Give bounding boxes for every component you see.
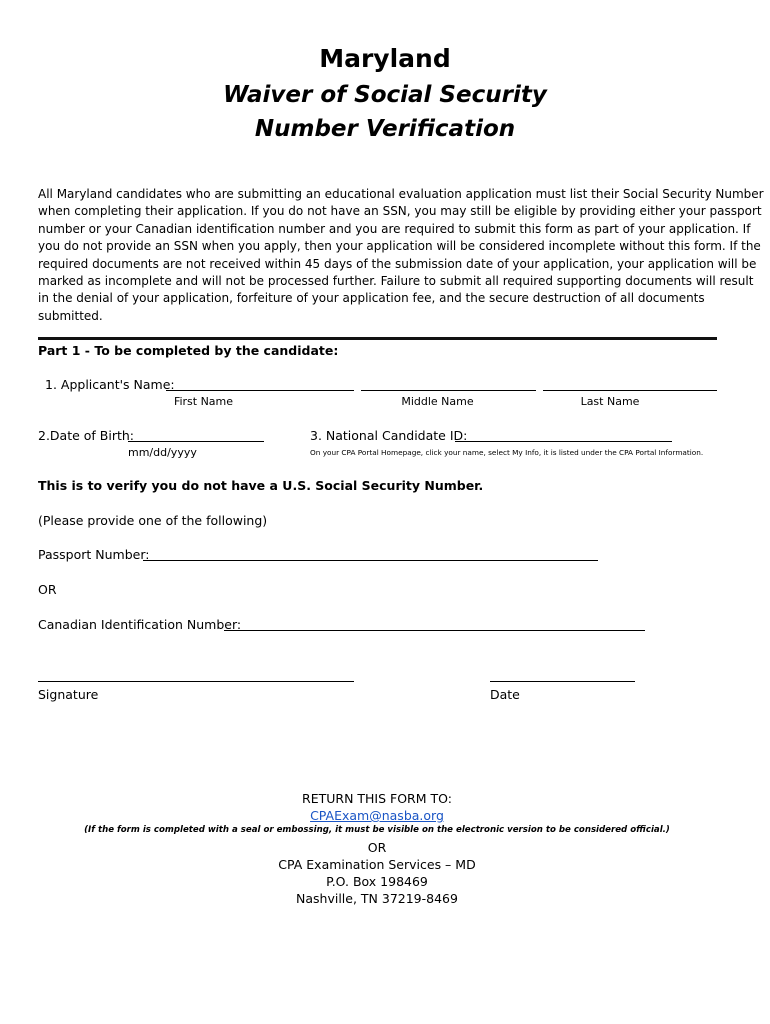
- last-name-caption: Last Name: [580, 395, 640, 408]
- address-line2: P.O. Box 198469: [326, 874, 428, 889]
- intro-paragraph: [38, 186, 764, 325]
- or-separator: OR: [38, 582, 57, 597]
- part1-heading: Part 1 - To be completed by the candidate:: [38, 343, 339, 358]
- intro-line: in the denial of your application, forfeiture of your application fee, and the secure destruction of all documents: [38, 291, 705, 306]
- signature-label: Signature: [38, 687, 99, 702]
- signature-field[interactable]: [38, 681, 354, 682]
- return-heading: RETURN THIS FORM TO:: [302, 791, 452, 806]
- dob-caption: mm/dd/yyyy: [128, 446, 197, 459]
- intro-line: submitted.: [38, 308, 103, 323]
- candidate-id-label: 3. National Candidate ID:: [310, 428, 468, 443]
- intro-line: when completing their application. If you do not have an SSN, you may still be eligible by providing either your passport: [38, 204, 762, 219]
- date-label: Date: [490, 687, 520, 702]
- intro-line: number or your Canadian identification number and you are required to submit this form as part of your application. If: [38, 221, 751, 236]
- canadian-id-field[interactable]: [224, 630, 645, 631]
- intro-line: you do not provide an SSN when you apply, then your application will be considered incomplete without this form. If the: [38, 239, 761, 254]
- verify-statement: This is to verify you do not have a U.S. Social Security Number.: [38, 478, 484, 493]
- passport-number-field[interactable]: [143, 560, 598, 561]
- intro-line: required documents are not received within 45 days of the submission date of your application, your application will be: [38, 256, 757, 271]
- document-subtitle-line1: Waiver of Social Security: [223, 82, 547, 108]
- candidate-id-field[interactable]: [455, 441, 672, 442]
- dob-label: 2.Date of Birth:: [38, 428, 135, 443]
- seal-note: (If the form is completed with a seal or embossing, it must be visible on the electronic version to be considered official.): [84, 825, 670, 835]
- intro-line: marked as incomplete and will not be processed further. Failure to submit all required supporting documents will result: [38, 274, 754, 289]
- candidate-id-help: On your CPA Portal Homepage, click your name, select My Info, it is listed under the CPA Portal Information.: [310, 448, 704, 457]
- intro-line: All Maryland candidates who are submitting an educational evaluation application must list their Social Security Number: [38, 187, 764, 201]
- section-divider: [38, 337, 717, 340]
- dob-field[interactable]: [128, 441, 264, 442]
- last-name-field[interactable]: [543, 390, 717, 391]
- email-link[interactable]: CPAExam@nasba.org: [310, 808, 444, 823]
- passport-label: Passport Number:: [38, 547, 150, 562]
- address-line1: CPA Examination Services – MD: [278, 857, 476, 872]
- date-field[interactable]: [490, 681, 635, 682]
- middle-name-caption: Middle Name: [401, 395, 474, 408]
- applicant-name-label: 1. Applicant's Name:: [45, 377, 175, 392]
- first-name-field[interactable]: [166, 390, 354, 391]
- verify-instruction: (Please provide one of the following): [38, 513, 268, 528]
- middle-name-field[interactable]: [361, 390, 536, 391]
- first-name-caption: First Name: [173, 395, 234, 408]
- return-or: OR: [367, 840, 387, 855]
- document-title: Maryland: [319, 44, 451, 73]
- address-line3: Nashville, TN 37219-8469: [296, 891, 458, 906]
- document-subtitle-line2: Number Verification: [254, 116, 516, 142]
- canadian-id-label: Canadian Identification Number:: [38, 617, 242, 632]
